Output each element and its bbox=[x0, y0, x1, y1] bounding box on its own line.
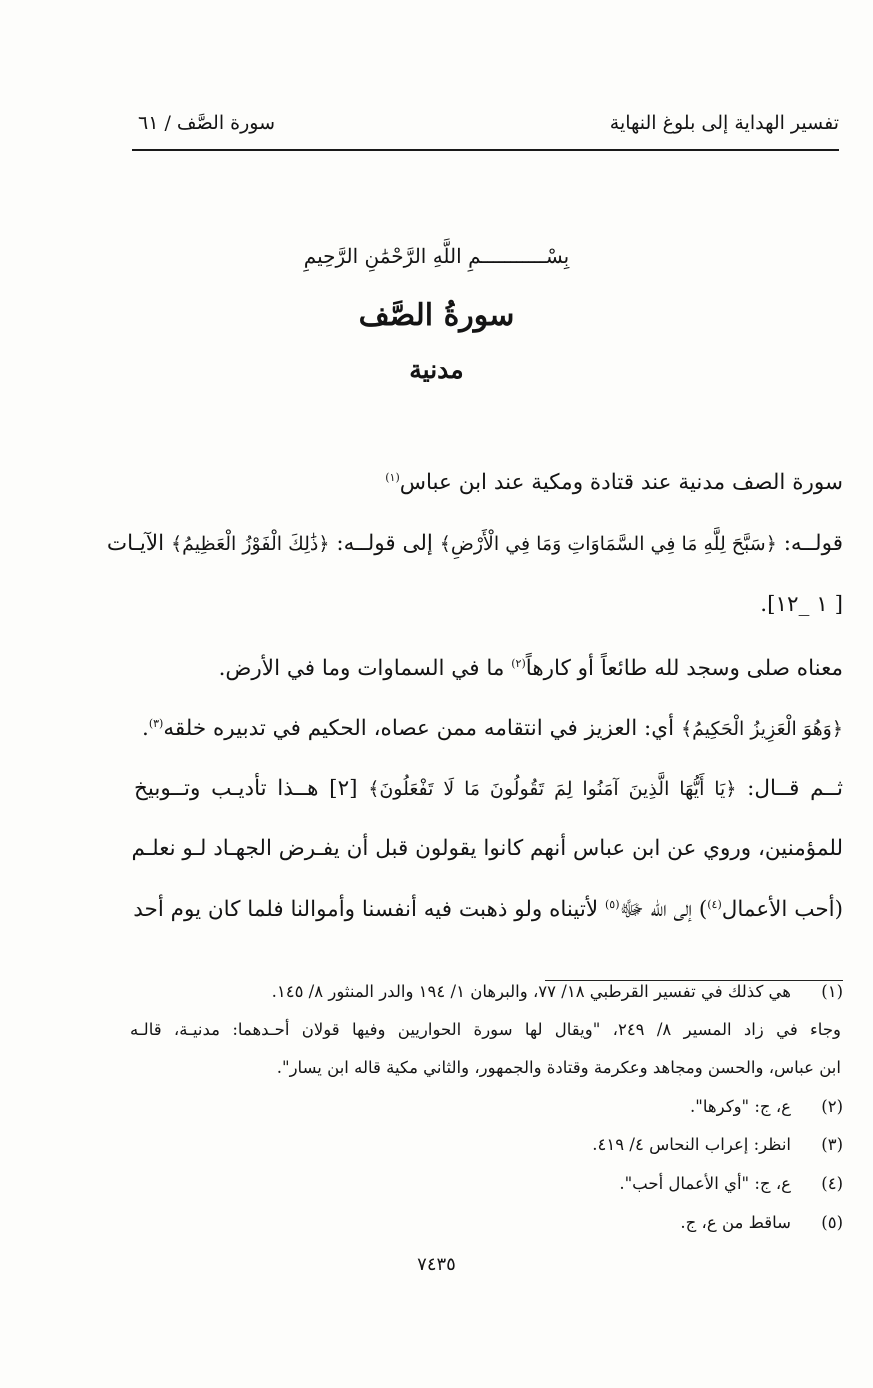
body-line-8: (أحب الأعمال$^{(٤)}$) إلى الله ﷻ$^{(٥)}$ لأتيناه ولو ذهبت فيه أنفسنا وأموالنا فلما كان يوم أحد bbox=[133, 897, 843, 922]
body-line-2: قولــه: ﴿سَبَّحَ لِلَّهِ مَا فِي السَّمَاوَاتِ وَمَا فِي الْأَرْضِ﴾ إلى قولــه: ﴿ذَٰلِكَ الْفَوْزُ الْعَظِيمُ﴾ الآيـات bbox=[106, 531, 843, 556]
body-line-3: [ ١ _١٢]. bbox=[760, 592, 843, 617]
quran-verse: ﴿سَبَّحَ لِلَّهِ مَا فِي السَّمَاوَاتِ وَمَا فِي الْأَرْضِ﴾ bbox=[439, 533, 777, 555]
surah-reference: سورة الصَّف / ٦١ bbox=[138, 112, 276, 134]
footnote-number: (١) bbox=[821, 982, 843, 1001]
footnote-ref-2[interactable]: (٢) bbox=[511, 656, 526, 670]
footnote-number: (٤) bbox=[821, 1174, 843, 1193]
footnote-ref-1[interactable]: (١) bbox=[385, 470, 400, 484]
surah-type: مدنية bbox=[409, 355, 464, 384]
footnote-ref-3[interactable]: (٣) bbox=[148, 716, 164, 730]
surah-title: سورةُ الصَّف bbox=[358, 298, 515, 333]
footnote-number: (٣) bbox=[821, 1135, 843, 1154]
page-number: ٧٤٣٥ bbox=[417, 1254, 456, 1275]
quran-verse: ﴿وَهُوَ الْعَزِيزُ الْحَكِيمُ﴾ bbox=[680, 718, 843, 740]
footnote-4: ع، ج: "أي الأعمال أحب". bbox=[619, 1174, 791, 1193]
footnote-1-line-3: ابن عباس، والحسن ومجاهد وعكرمة وقتادة والجمهور، والثاني مكية قاله ابن يسار". bbox=[276, 1058, 841, 1077]
bismillah: بِسْـــــــــــمِ اللَّهِ الرَّحْمَٰنِ الرَّحِيمِ bbox=[303, 244, 570, 268]
quran-verse: ﴿يَا أَيُّهَا الَّذِينَ آمَنُوا لِمَ تَقُولُونَ مَا لَا تَفْعَلُونَ﴾ bbox=[368, 778, 737, 800]
body-line-7: للمؤمنين، وروي عن ابن عباس أنهم كانوا يقولون قبل أن يفـرض الجهـاد لـو نعلـم bbox=[131, 836, 843, 861]
footnote-1-line-1: هي كذلك في تفسير القرطبي ١٨/ ٧٧، والبرهان ١/ ١٩٤ والدر المنثور ٨/ ١٤٥. bbox=[271, 982, 791, 1001]
book-title: تفسير الهداية إلى بلوغ النهاية bbox=[609, 112, 839, 134]
footnote-3: انظر: إعراب النحاس ٤/ ٤١٩. bbox=[592, 1135, 791, 1154]
footnote-ref-4[interactable]: (٤) bbox=[707, 897, 722, 911]
footnote-number: (٢) bbox=[821, 1097, 843, 1116]
footnote-5: ساقط من ع، ج. bbox=[680, 1213, 791, 1232]
footnote-2: ع، ج: "وكرها". bbox=[690, 1097, 791, 1116]
body-line-5: ﴿وَهُوَ الْعَزِيزُ الْحَكِيمُ﴾ أي: العزيز في انتقامه ممن عصاه، الحكيم في تدبيره خلقه$^{(٣)}$. bbox=[141, 716, 843, 741]
footnote-ref-5[interactable]: (٥) bbox=[605, 897, 620, 911]
footnote-1-line-2: وجاء في زاد المسير ٨/ ٢٤٩، "ويقال لها سورة الحواريين وفيها قولان أحـدهما: مدنيـة، قالـه bbox=[130, 1020, 841, 1039]
body-line-6: ثــم قــال: ﴿يَا أَيُّهَا الَّذِينَ آمَنُوا لِمَ تَقُولُونَ مَا لَا تَفْعَلُونَ﴾ [٢] هــذا تأديـب وتــوبيخ bbox=[134, 776, 844, 801]
quran-verse: ﴿ذَٰلِكَ الْفَوْزُ الْعَظِيمُ﴾ bbox=[171, 533, 330, 555]
footnote-number: (٥) bbox=[821, 1213, 843, 1232]
body-line-4: معناه صلى وسجد لله طائعاً أو كارهاً$^{(٢)}$ ما في السماوات وما في الأرض. bbox=[218, 656, 843, 681]
footnote-separator bbox=[545, 980, 843, 981]
body-line-1: سورة الصف مدنية عند قتادة ومكية عند ابن عباس$^{(١)}$ bbox=[385, 470, 843, 495]
header-rule bbox=[132, 149, 839, 151]
running-header bbox=[132, 112, 839, 146]
